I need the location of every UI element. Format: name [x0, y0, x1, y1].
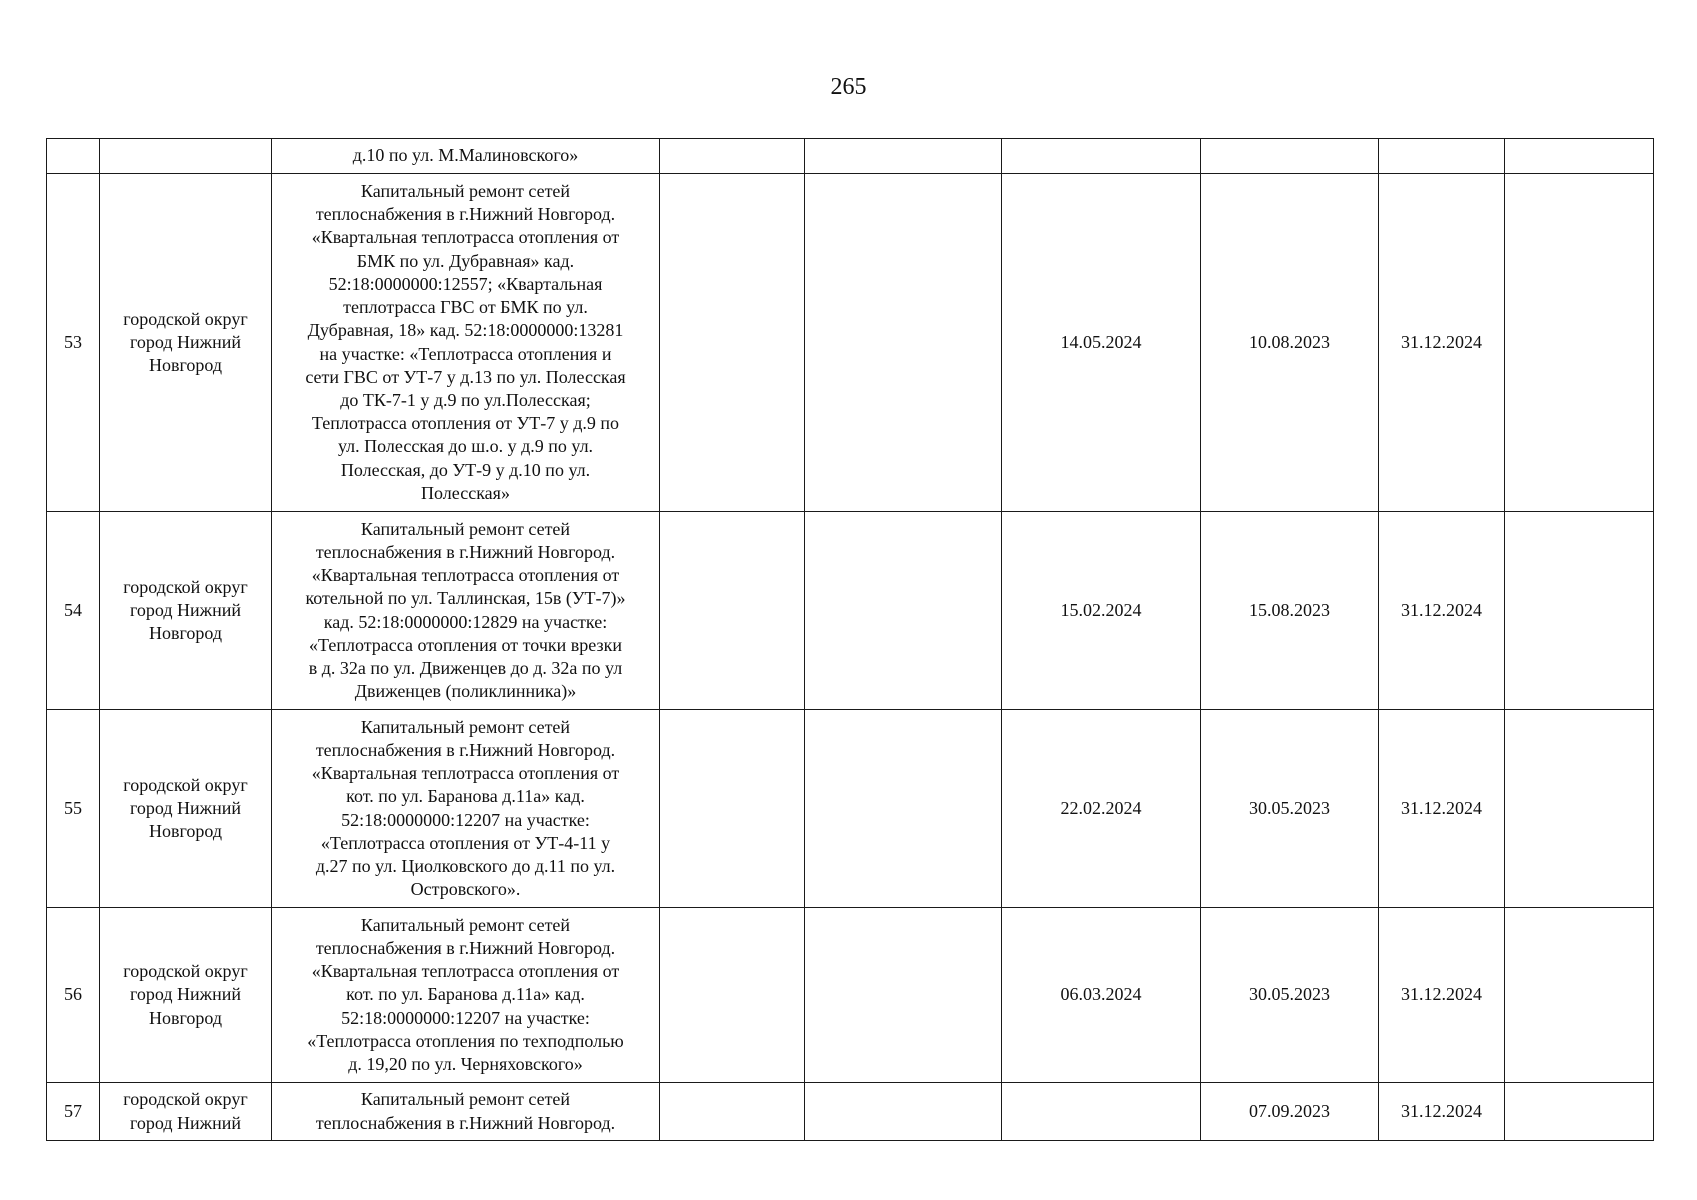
date-cell: 30.05.2023: [1201, 710, 1379, 908]
row-number-cell: 53: [47, 174, 100, 512]
empty-cell: [660, 174, 805, 512]
date-cell: 31.12.2024: [1379, 908, 1505, 1083]
description-cell: Капитальный ремонт сетей теплоснабжения в г.Нижний Новгород. «Квартальная теплотрасса отопления от БМК по ул. Дубравная» кад. 52:18:0000000:12557; «Квартальная теплотрасса ГВС от БМК по ул. Дубравная, 18» кад. 52:18:0000000:13281 на участке: «Теплотрасса отопления и сети ГВС от УТ-7 у д.13 по ул. Полесская до ТК-7-1 у д.9 по ул.Полесская; Теплотрасса отопления от УТ-7 у д.9 по ул. Полесская до ш.о. у д.9 по ул. Полесская, до УТ-9 у д.10 по ул. Полесская»: [272, 174, 660, 512]
date-cell: 06.03.2024: [1002, 908, 1201, 1083]
date-cell: 15.02.2024: [1002, 512, 1201, 710]
date-cell: 30.05.2023: [1201, 908, 1379, 1083]
table-row: [47, 512, 1654, 710]
description-cell: Капитальный ремонт сетей теплоснабжения в г.Нижний Новгород. «Квартальная теплотрасса отопления от котельной по ул. Таллинская, 15в (УТ-7)» кад. 52:18:0000000:12829 на участке: «Теплотрасса отопления от точки врезки в д. 32а по ул. Движенцев до д. 32а по ул Движенцев (поликлинника)»: [272, 512, 660, 710]
table-row: [47, 139, 1654, 174]
date-cell: 31.12.2024: [1379, 710, 1505, 908]
date-cell: [1002, 139, 1201, 174]
empty-cell: [660, 512, 805, 710]
table-row: [47, 1083, 1654, 1141]
date-cell: 31.12.2024: [1379, 1083, 1505, 1141]
date-cell: 22.02.2024: [1002, 710, 1201, 908]
description-cell: д.10 по ул. М.Малиновского»: [272, 139, 660, 174]
row-number-cell: [47, 139, 100, 174]
region-cell: городской округ город Нижний Новгород: [100, 908, 272, 1083]
table-row: [47, 908, 1654, 1083]
empty-cell: [805, 512, 1002, 710]
empty-cell: [1505, 710, 1654, 908]
empty-cell: [660, 1083, 805, 1141]
empty-cell: [660, 139, 805, 174]
date-cell: 14.05.2024: [1002, 174, 1201, 512]
region-cell: городской округ город Нижний: [100, 1083, 272, 1141]
date-cell: 31.12.2024: [1379, 174, 1505, 512]
empty-cell: [1505, 1083, 1654, 1141]
empty-cell: [1505, 908, 1654, 1083]
empty-cell: [805, 710, 1002, 908]
region-cell: [100, 139, 272, 174]
date-cell: [1379, 139, 1505, 174]
table-body: [47, 139, 1654, 1141]
row-number-cell: 54: [47, 512, 100, 710]
empty-cell: [805, 174, 1002, 512]
empty-cell: [805, 1083, 1002, 1141]
date-cell: [1201, 139, 1379, 174]
region-cell: городской округ город Нижний Новгород: [100, 710, 272, 908]
table-row: [47, 174, 1654, 512]
row-number-cell: 57: [47, 1083, 100, 1141]
empty-cell: [1505, 512, 1654, 710]
empty-cell: [1505, 139, 1654, 174]
empty-cell: [1505, 174, 1654, 512]
region-cell: городской округ город Нижний Новгород: [100, 512, 272, 710]
row-number-cell: 56: [47, 908, 100, 1083]
date-cell: 15.08.2023: [1201, 512, 1379, 710]
table-row: [47, 710, 1654, 908]
description-cell: Капитальный ремонт сетей теплоснабжения в г.Нижний Новгород. «Квартальная теплотрасса отопления от кот. по ул. Баранова д.11а» кад. 52:18:0000000:12207 на участке: «Теплотрасса отопления по техподполью д. 19,20 по ул. Черняховского»: [272, 908, 660, 1083]
empty-cell: [660, 908, 805, 1083]
empty-cell: [805, 908, 1002, 1083]
page-number: 265: [830, 74, 867, 100]
data-table: [46, 138, 1654, 1141]
date-cell: 07.09.2023: [1201, 1083, 1379, 1141]
description-cell: Капитальный ремонт сетей теплоснабжения в г.Нижний Новгород. «Квартальная теплотрасса отопления от кот. по ул. Баранова д.11а» кад. 52:18:0000000:12207 на участке: «Теплотрасса отопления от УТ-4-11 у д.27 по ул. Циолковского до д.11 по ул. Островского».: [272, 710, 660, 908]
date-cell: [1002, 1083, 1201, 1141]
region-cell: городской округ город Нижний Новгород: [100, 174, 272, 512]
row-number-cell: 55: [47, 710, 100, 908]
date-cell: 10.08.2023: [1201, 174, 1379, 512]
date-cell: 31.12.2024: [1379, 512, 1505, 710]
empty-cell: [805, 139, 1002, 174]
description-cell: Капитальный ремонт сетей теплоснабжения в г.Нижний Новгород.: [272, 1083, 660, 1141]
empty-cell: [660, 710, 805, 908]
